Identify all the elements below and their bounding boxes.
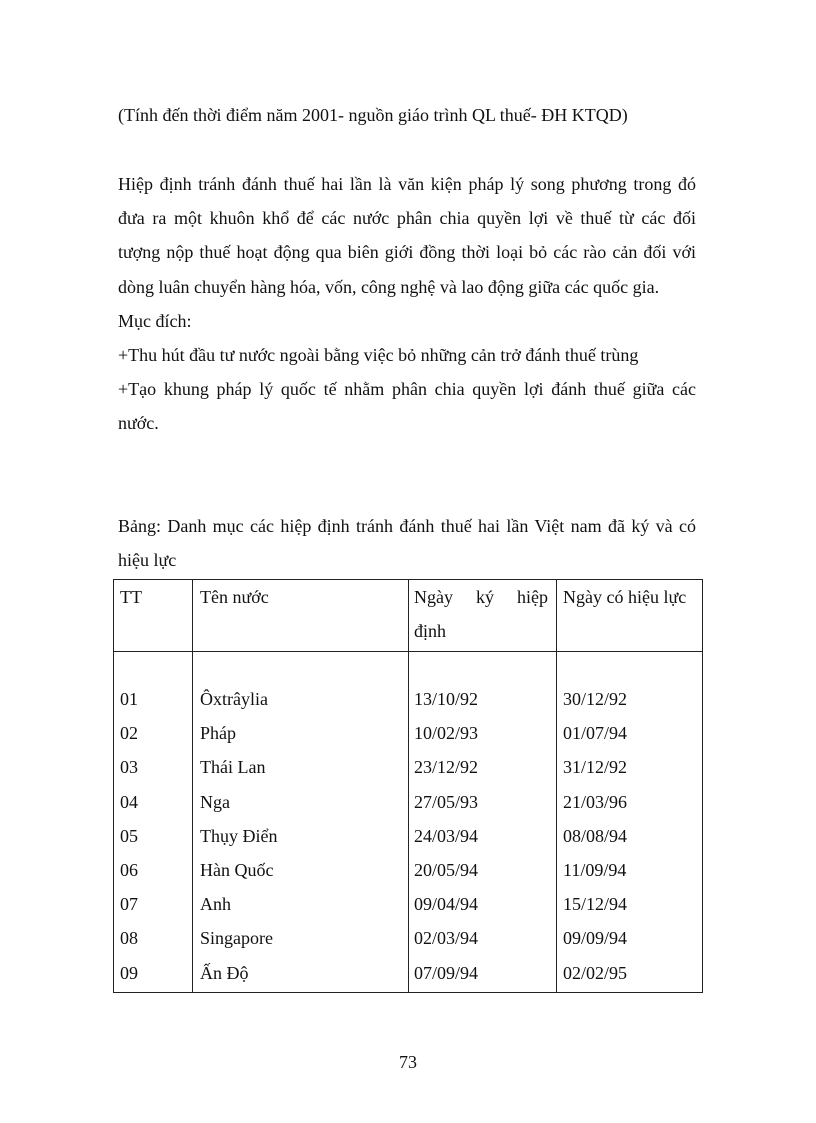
cell-signed-date: 07/09/94 [414, 962, 479, 983]
cell-country: Ấn Độ [200, 962, 249, 983]
paragraph-line: dòng luân chuyển hàng hóa, vốn, công nghệ và lao động giữa các quốc gia. [118, 277, 660, 297]
cell-effective-date: 30/12/92 [563, 689, 628, 709]
header-signed-date: Ngày ký hiệp [414, 587, 548, 607]
header-tt: TT [120, 587, 142, 607]
column-divider [192, 580, 193, 992]
purpose-line: +Tạo khung pháp lý quốc tế nhằm phân chia quyền lợi đánh thuế giữa các [118, 379, 696, 399]
cell-tt: 04 [120, 791, 138, 812]
page-number: 73 [399, 1052, 417, 1072]
paragraph-line: Hiệp định tránh đánh thuế hai lần là văn kiện pháp lý song phương trong đó [118, 174, 696, 194]
column-divider [556, 580, 557, 992]
cell-signed-date: 24/03/94 [414, 825, 479, 846]
cell-signed-date: 02/03/94 [414, 928, 479, 949]
source-note: (Tính đến thời điểm năm 2001- nguồn giáo trình QL thuế- ĐH KTQD) [118, 105, 628, 125]
cell-country: Thái Lan [200, 757, 266, 778]
cell-tt: 03 [120, 757, 138, 778]
cell-tt: 09 [120, 962, 138, 983]
table-caption: hiệu lực [118, 550, 177, 570]
header-signed-date-cont: định [414, 621, 447, 641]
cell-country: Nga [200, 791, 230, 812]
purpose-line: +Thu hút đầu tư nước ngoài bằng việc bỏ những cản trở đánh thuế trùng [118, 345, 639, 365]
cell-country: Singapore [200, 928, 273, 949]
cell-signed-date: 23/12/92 [414, 757, 479, 778]
cell-effective-date: 01/07/94 [563, 723, 628, 744]
cell-tt: 08 [120, 928, 138, 949]
table-caption: Bảng: Danh mục các hiệp định tránh đánh thuế hai lần Việt nam đã ký và có [118, 516, 696, 536]
paragraph-line: đưa ra một khuôn khổ để các nước phân chia quyền lợi về thuế từ các đối [118, 208, 696, 228]
header-divider [114, 651, 702, 652]
cell-country: Hàn Quốc [200, 860, 274, 880]
cell-tt: 05 [120, 825, 138, 846]
header-effective-date: Ngày có hiệu lực [563, 587, 687, 607]
cell-country: Thụy Điển [200, 825, 278, 846]
cell-tt: 01 [120, 689, 138, 709]
cell-signed-date: 20/05/94 [414, 860, 479, 880]
treaty-table [113, 579, 703, 993]
cell-tt: 06 [120, 860, 138, 880]
cell-signed-date: 09/04/94 [414, 894, 479, 915]
cell-effective-date: 21/03/96 [563, 791, 628, 812]
cell-effective-date: 09/09/94 [563, 928, 628, 949]
cell-effective-date: 02/02/95 [563, 962, 628, 983]
cell-signed-date: 13/10/92 [414, 689, 479, 709]
cell-effective-date: 11/09/94 [563, 860, 627, 880]
header-country: Tên nước [200, 587, 269, 607]
cell-effective-date: 31/12/92 [563, 757, 628, 778]
paragraph-line: tượng nộp thuế hoạt động qua biên giới đồng thời loại bỏ các rào cản đối với [118, 242, 696, 262]
cell-country: Pháp [200, 723, 236, 744]
cell-tt: 02 [120, 723, 138, 744]
purpose-line: nước. [118, 413, 159, 433]
cell-effective-date: 08/08/94 [563, 825, 628, 846]
cell-signed-date: 10/02/93 [414, 723, 479, 744]
cell-country: Anh [200, 894, 231, 915]
column-divider [408, 580, 409, 992]
cell-tt: 07 [120, 894, 138, 915]
cell-country: Ôxtrâylia [200, 689, 268, 709]
cell-signed-date: 27/05/93 [414, 791, 479, 812]
cell-effective-date: 15/12/94 [563, 894, 628, 915]
purpose-heading: Mục đích: [118, 311, 192, 331]
